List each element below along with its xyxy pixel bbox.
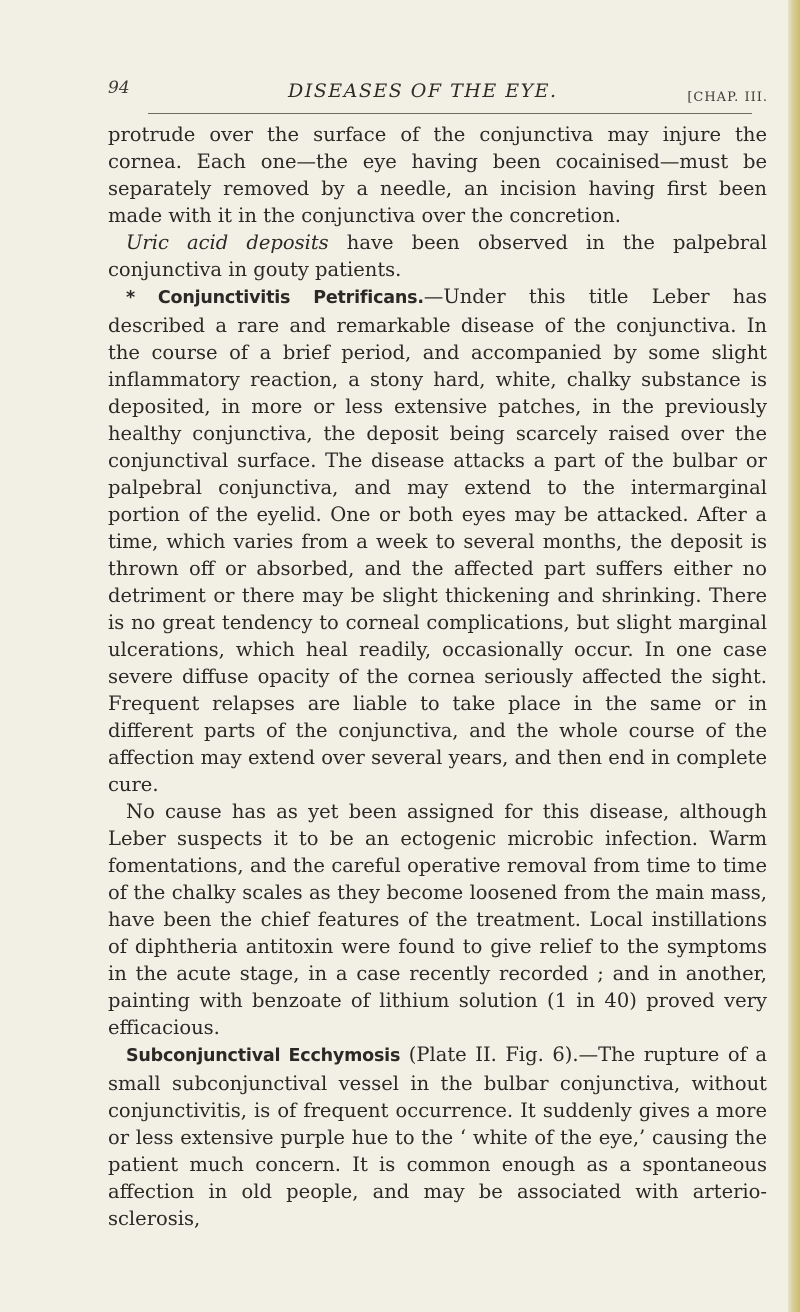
page-number: 94 — [108, 78, 130, 98]
conjunctivitis-petrificans-text: —Under this title Leber has described a rare and remarkable disease of the conjunctiva. In the course of a brief period, and accompanied by some slight inflammatory reaction, a stony hard, white, chalky substance is deposited, in more or less extensive patches, in the previously healthy conjunctiva, the deposit being scarcely raised over the conjunctival surface. The disease attacks a part of the bulbar or palpebral conjunctiva, and may extend to the intermarginal portion of the eyelid. One or both eyes may be attacked. After a time, which varies from a week to several months, the deposit is thrown off or absorbed, and the affected part suffers either no detriment or there may be slight thickening and shrinking. There is no great tendency to corneal complications, but slight marginal ulcerations, which heal readily, occasionally occur. In one case severe diffuse opacity of the cornea seriously affected the sight. Frequent relapses are liable to take place in the same or in different parts of the conjunctiva, and the whole course of the affection may extend over several years, and then end in complete cure. — [108, 285, 767, 796]
paragraph-subconjunctival-ecchymosis — [108, 1041, 767, 1232]
running-title: DISEASES OF THE EYE. — [288, 80, 558, 102]
subconjunctival-ecchymosis-text: (Plate II. Fig. 6).—The rupture of a small subconjunctival vessel in the bulbar conjunctiva, without conjunctivitis, is of frequent occurrence. It suddenly gives a more or less extensive purple hue to the ‘ white of the eye,’ causing the patient much concern. It is common enough as a spontaneous affection in old people, and may be associated with arterio-sclerosis, — [108, 1043, 767, 1230]
conjunctivitis-petrificans-heading: * Conjunctivitis Petrificans. — [126, 288, 424, 308]
paragraph-cause-treatment: No cause has as yet been assigned for this disease, although Leber suspects it to be an ectogenic microbic infection. Warm fomentations, and the careful operative removal from time to time of the chalky scales as they become loosened from the main mass, have been the chief features of the treatment. Local instillations of diphtheria antitoxin were found to give relief to the symptoms in the acute stage, in a case recently recorded ; and in another, painting with benzoate of lithium solution (1 in 40) proved very efficacious. — [108, 800, 767, 1039]
uric-acid-text: have been observed in the palpebral conjunctiva in gouty patients. — [108, 231, 767, 281]
page-header — [108, 78, 768, 110]
chapter-marker: [CHAP. III. — [687, 90, 768, 105]
body-text — [108, 121, 767, 1232]
page-edge — [788, 0, 800, 1312]
uric-acid-heading: Uric acid deposits — [126, 231, 329, 254]
subconjunctival-ecchymosis-heading: Subconjunctival Ecchymosis — [126, 1046, 401, 1066]
header-rule — [148, 113, 752, 114]
paragraph-1: protrude over the surface of the conjunctiva may injure the cornea. Each one—the eye having been cocainised—must be separately removed by a needle, an incision having first been made with it in the conjunctiva over the concretion. — [108, 123, 767, 227]
paragraph-uric-acid — [108, 229, 767, 283]
paragraph-conjunctivitis-petrificans — [108, 283, 767, 798]
